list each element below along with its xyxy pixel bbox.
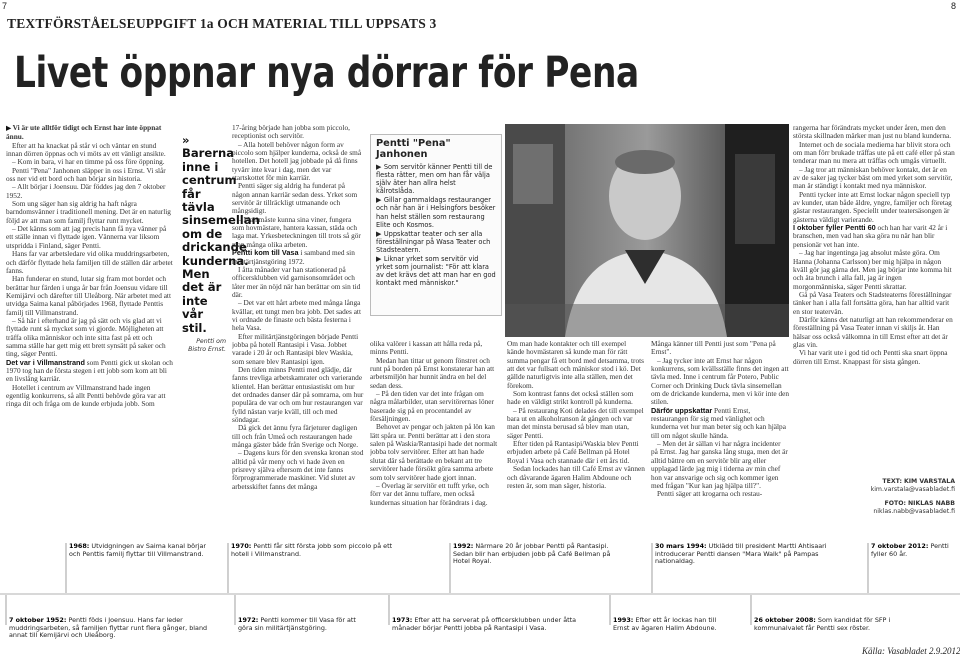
timeline-text: Efter att ha serverat på officersklubben under åtta månader börjar Pentti jobba på Rantasipi i Vasa. [392,616,577,632]
page-number-left: 7 [2,1,8,11]
quote-mark-icon: » [182,133,190,147]
photo-credit-label: FOTO: [884,500,906,507]
kicker: TEXTFÖRSTÅELSEUPPGIFT 1a OCH MATERIAL TILL UPPSATS 3 [7,16,437,31]
paragraph [793,316,955,349]
paragraph-text: Efter militärtjänstgöringen började Pentti jobba på hotell Rantasipi i Vasa. Jobbet varade i 20 år och Rantasipi blev Waskia, som senare blev Rantasipi igen. [232,331,359,366]
paragraph [651,357,789,407]
portrait-photo [505,124,789,337]
paragraph-text: Gå på Vasa Teaters och Stadsteaterns föreställningar tänker han i alla fall fortsätta göra, han har alltid varit en stor teatervän. [793,289,952,316]
triangle-bullet-icon: ▶ [376,255,384,264]
paragraph [232,366,364,424]
paragraph [232,124,364,141]
timeline-date: 1993: [613,616,634,624]
paragraph [651,490,789,498]
paragraph-text: Som ung säger han sig aldrig ha haft några barndomsvänner i traditionell mening. Det är en naturlig följd av att man som familj flyttar runt mycket. [6,199,171,225]
article-column-5 [507,340,645,537]
timeline-text: Pentti får sitt första jobb som piccolo på ett hotell i Villmanstrand. [231,542,393,558]
fact-item [371,255,501,287]
paragraph-text: – Jag tror att människan behöver kontakt, det är en av de saker jag tycker bäst om med yrket som servitör, man är ständigt i kontakt med nya människor. [793,164,953,191]
paragraph [232,424,364,449]
paragraph [6,275,174,317]
paragraph-text: – På den tiden var det inte frågan om några målarbilder, utan servitörernas löner baserade sig på en procentandel av försäljningen. [370,389,494,424]
paragraph [6,359,174,384]
paragraph-text: – På restaurang Koti delades det till exempel bara ut en alkoholranson åt gången och var man det minsta berusad så blev man utan, säger Pentti. [507,405,644,440]
paragraph-text: Hans far var arbetsledare vid olika muddringsarbeten, och därför flyttade hela familjen till de ställen där arbetet fanns. [6,249,173,275]
paragraph-text: Vi har varit ute i god tid och Pentti ska snart öppna dörren till Ernst. Knappast för sista gången. [793,348,948,366]
paragraph-text: Pentti tycker inte att Ernst lockar någon speciell typ av kunder, utan både äldre, yngre, familjer och företag gästar restaurangen. Speciellt under teatersäsongen är gästerna väldigt varierande. [793,189,952,224]
timeline-text: Pentti kommer till Vasa för att göra sin militärtjänstgöring. [238,616,356,632]
paragraph [232,216,364,249]
paragraph [370,340,500,357]
paragraph-text: Pentti "Pena" Janhonen släpper in oss i Ernst. Vi slår oss ner vid ett bord och han börjar sin historia. [6,165,166,184]
fact-box [370,134,502,316]
paragraph-text: – Det känns som att jag precis hann få nya vänner på ett ställe innan vi flyttade igen. Vännerna var liksom utspridda i Finland, säger Pentti. [6,224,167,250]
portrait-illustration [505,124,789,337]
article-column-6 [651,340,789,537]
paragraph [793,191,955,224]
page-number-right: 8 [951,1,957,11]
paragraph-text: – Man måste kunna sina viner, fungera som hovmästare, hantera kassan, städa och laga mat. Yrkesbeteckningen till trots så gör man många olika arbeten. [232,214,361,249]
subhead-lead: Pentti kom till Vasa [232,248,299,258]
paragraph-text: – Allt börjar i Joensuu. Där föddes jag den 7 oktober 1952. [6,182,166,200]
paragraph-text: Hotellet i centrum av Villmanstrand hade ingen egentlig konkurrens, så allt Pentti behövde göra var att ringa dit och fråga om de kunde erbjuda jobb. Som [6,382,166,409]
fact-item-text: Som servitör känner Pentti till de flesta rätter, men om han får välja själv äter han allra helst kålrotslåda. [376,163,493,196]
fact-item [371,196,501,228]
text-credit-label: TEXT: [882,478,902,485]
timeline [0,541,960,640]
paragraph [6,183,174,200]
timeline-entry [871,543,960,558]
headline: Livet öppnar nya dörrar för Pena [14,48,639,98]
photo-credit-name: NIKLAS NABB [907,500,955,507]
fact-item [371,230,501,254]
timeline-entry [238,617,368,632]
paragraph-text: 17-åring började han jobba som piccolo, receptionist och servitör. [232,124,350,141]
paragraph-text: – Jag tycker inte att Ernst har någon konkurrens, som kvällsställe finns det ingen att tävla med. Inne i centrum får Potero, Public Corner och Drinking Duck tävla sinsemellan om de drickande kunderna, men vi kör inte den stilen. [651,355,789,407]
timeline-date: 1972: [238,616,259,624]
paragraph-text: Den tiden minns Pentti med glädje, där fanns trevliga arbetskamrater och varierande klientel. Han berättar entusiastiskt om hur det ordnades danser där på somrarna, om hur populära de var och om hur restaurangen var fylld nästan varje kväll, till och med söndagar. [232,364,364,425]
timeline-entry [613,617,733,632]
article-column-4 [370,340,500,537]
timeline-date: 7 oktober 2012: [871,542,929,550]
paragraph-text: – Så här i efterhand är jag på sätt och vis glad att vi flyttade runt så mycket som vi gjorde. Möjligheten att träffa olika människor och inte sitta fast på ett och samma ställe har gett mig ett brett synsätt på saker och ting, säger Pentti. [6,315,166,359]
fact-item [371,163,501,195]
timeline-date: 7 oktober 1952: [9,616,67,624]
paragraph [6,384,174,409]
subhead-lead: Det var i Villmanstrand [6,357,85,367]
timeline-date: 1970: [231,542,252,550]
timeline-text: Utvidgningen av Saima kanal börjar och Penttis familj flyttar till Villmanstrand. [69,542,207,558]
paragraph-text: Internet och de sociala medierna har blivit stora och om man förr brukade träffas ute på ett café eller på stan tenderar man nu mera att träffas och umgås virtuellt. [793,139,955,166]
paragraph [6,317,174,359]
paragraph [793,249,955,291]
timeline-entry [655,543,855,566]
timeline-text: Utklädd till president Martti Ahtisaari introducerar Pentti dansen "Mara Walk" på Pampas nationaldag. [655,542,827,566]
paragraph [793,141,955,166]
fact-box-title: Pentti "Pena" Janhonen [376,138,451,160]
paragraph-text: Pentti säger sig aldrig ha funderat på någon annan karriär sedan dess. Yrket som servitör är tillräckligt utmanande och mångsidigt. [232,181,358,216]
paragraph [507,340,645,390]
paragraph [232,266,364,299]
article-column-3 [232,124,364,537]
timeline-text: Som kandidat för SFP i kommunalvalet får Pentti sex röster. [754,616,891,632]
paragraph [370,390,500,423]
paragraph [507,390,645,407]
paragraph [232,333,364,366]
paragraph-text: – Kom in bara, vi har en timme på oss före öppning. [12,157,165,167]
fact-item-text: Liknar yrket som servitör vid yrket som journalist: "För att klara av det krävs det att man har en god kontakt med människor." [376,255,496,288]
timeline-entry [392,617,582,632]
paragraph [507,465,645,490]
paragraph-text: Behovet av pengar och jakten på lön kan lätt spåra ur. Pentti berättar att i den stora salen på Waskia/Rantasipi hade det normalt jobba tolv servitörer. Efter att han hade slutat där så berättade en bekant att tre servitörer hade försökt göra samma arbete som tolv servitörer hade gjort innan. [370,422,498,482]
paragraph [6,250,174,275]
paragraph [793,124,955,141]
photo-credit-email: niklas.nabb@vasabladet.fi [873,508,955,515]
triangle-bullet-icon: ▶ [376,196,384,205]
paragraph-text: – Alla hotell behöver någon form av piccolo som hjälper kunderna, också de små hotellen. Det hotell jag jobbade på då finns tyvärr inte kvar i dag, men det var startskottet för min karriär. [232,139,362,183]
timeline-date: 30 mars 1994: [655,542,707,550]
timeline-entry [453,543,628,566]
paragraph [6,142,174,159]
timeline-date: 1992: [453,542,474,550]
text-credit-email: kim.varstala@vasabladet.fi [870,486,955,493]
paragraph [232,182,364,215]
paragraph-text: i samband med sin militärtjänstgöring 1972. [232,248,355,266]
triangle-bullet-icon: ▶ [376,229,384,238]
timeline-date: 1968: [69,542,90,550]
paragraph-text: Han funderar en stund, lutar sig fram mot bordet och berättar hur färden i unga år bar från Joensuu vidare till Kemijärvi och därefter till Uleåborg. När arbetet med att utvidga Saima kanal påbörjades 1968, flyttade Penttis familj till Villmanstrand. [6,274,171,317]
text-credit-name: KIM VARSTALA [903,478,955,485]
paragraph-text: I åtta månader var han stationerad på officersklubben vid garnisonsområdet och låter mer än nöjd när han berättar om sin tid där. [232,264,361,299]
pull-quote-source: Pentti om Bistro Ernst. [188,338,226,354]
subhead-lead: I oktober fyller Pentti 60 [793,223,876,233]
timeline-text: Pentti fyller 60 år. [871,542,949,558]
paragraph [232,299,364,332]
timeline-entry [9,617,214,640]
paragraph-text: Pentti Ernst, restaurangen för sig med vänlighet och kunderna vet hur man beter sig och kan hjälpa till om något skulle hända. [651,405,786,440]
pull-quote-body: Barerna inne i centrum får tävla sinsemellan om de drickande kunderna. Men det är inte vår stil. [182,146,260,335]
fact-item-text: Gillar gammaldags restauranger och när han är i Helsingfors besöker han helst ställen som restaurang Elite och Kosmos. [376,196,496,229]
paragraph-text: Om man hade kontakter och till exempel kände hovmästaren så kunde man för rätt summa pengar få ett bord med detsamma, trots att det var fullsatt och mäniskor stod i kö. Det gällde naturligtvis inte alla ställen, men det förekom. [507,340,644,390]
paragraph [370,357,500,390]
paragraph [651,440,789,490]
paragraph-text: Många känner till Pentti just som "Pena på Ernst". [651,340,776,357]
photo-credit [800,500,955,508]
paragraph-text: Efter tiden på Rantasipi/Waskia blev Pentti erbjuden arbete på Café Bellman på Hotel Royal i Vasa och stannade där i ett års tid. [507,439,639,465]
paragraph-text: – Dagens kurs för den svenska kronan stod alltid på vår meny och vi hade även en prisrevy själva eftersom det inte fanns förprogrammerade maskiner. Vid slutet av arbetsskiftet fanns det många [232,448,364,491]
paragraph-text: Efter att ha knackat på står vi och väntar en stund innan dörren öppnas och vi möts av ett vänligt ansikte. [6,140,166,159]
paragraph [793,291,955,316]
paragraph [651,407,789,440]
article-column-1 [6,124,174,537]
paragraph [6,225,174,250]
paragraph-text: Pentti säger att krogarna och restau- [657,489,763,499]
paragraph-text: Som kontrast fanns det också ställen som hade en väldigt strikt kontroll på kunderna. [507,389,634,407]
paragraph [507,407,645,440]
pull-quote-text [182,133,260,335]
paragraph-text: – Överlag är servitör ett tufft yrke, och förr var det ännu tuffare, men också kundernas situation har förändrats i dag. [370,480,489,507]
paragraph [6,167,174,184]
paragraph [507,440,645,465]
paragraph [370,423,500,481]
paragraph [793,166,955,191]
subhead-lead: Därför uppskattar [651,405,713,415]
timeline-text: Pentti föds i Joensuu. Hans far leder muddringsarbeten, så familjen flyttar runt flera gånger, bland annat till Kemijärvi och Uleåborg. [9,616,208,640]
timeline-date: 26 oktober 2008: [754,616,816,624]
source-footer: Källa: Vasabladet 2.9.2012 [862,646,960,656]
paragraph-text: – Jag har ingentinga jag absolut måste göra. Om Hanna (Johanna Carlsson) ber mig hjälpa in någon kväll gör jag gärna det. Men jag börjar inte komma hit och äta brunch i alla fall, jag är ingen morgonmänniska, säger Pentti skrattar. [793,248,952,291]
timeline-text: Närmare 20 år jobbar Pentti på Rantasipi. Sedan blir han erbjuden jobb på Café Bellman på Hotel Royal. [453,542,611,566]
paragraph [651,340,789,357]
paragraph-text: Medan han tittar ut genom fönstret och runt på borden på Ernst konstaterar han att arbetsmiljön har hunnit ändra en hel del sedan dess. [370,355,495,390]
paragraph-text: – Det var ett hårt arbete med många långa kvällar, ett tungt men bra jobb. Det sades att vi ordnade de finaste och bästa festerna i hela Vasa. [232,298,361,333]
timeline-entry [231,543,401,558]
timeline-axis [0,593,960,595]
article-column-7 [793,124,955,466]
paragraph [232,141,364,183]
timeline-text: Efter ett år lockas han till Ernst av ägaren Halim Abdoune. [613,616,717,632]
fact-item-text: Uppskattar teater och ser alla föreställningar på Wasa Teater och Stadsteatern. [376,229,491,254]
paragraph [793,224,955,249]
pull-quote [182,133,260,354]
paragraph [6,124,174,142]
timeline-date: 1973: [392,616,413,624]
paragraph [370,482,500,507]
paragraph-text: och han har varit 42 år i branschen, men vad han ska göra nu när han blir pensionär vet han inte. [793,223,948,249]
paragraph [793,349,955,366]
text-credit [800,478,955,486]
paragraph [232,449,364,491]
timeline-entry [69,543,219,558]
paragraph-text: Vi är ute alltför tidigt och Ernst har inte öppnat ännu. [6,124,162,142]
paragraph-text: olika valörer i kassan att hålla reda på, minns Pentti. [370,340,483,357]
paragraph-text: Därför känns det naturligt att han rekommenderar en föreställning på Vasa Teater innan vi skiljs åt. Han hälsar oss också välkomna in till Ernst efter att det är glas vin. [793,314,953,349]
paragraph-text: – Men det är sällan vi har några incidenter på Ernst. Jag har ganska lång stuga, men det är alltid bättre om en servitör blir arg eller upplagad lärde jag mig i tiderna av min chef hon var ansvarige och sig och kommer igen med frågan "Kur kan jag hjälpa till?". [651,439,788,490]
paragraph [6,200,174,225]
paragraph-text: rangerna har förändrats mycket under åren, men den största skillnaden märker man just nu bland kunderna. [793,124,952,141]
paragraph-text: Sedan lockades han till Café Ernst av vännen och dåvarande ägaren Halim Abdoune och resten är, som man säger, historia. [507,464,645,490]
paragraph-text: Då gick det ännu fyra färjeturer dagligen till och från Umeå och restaurangen hade många gäster både från Sverige och Norge. [232,423,359,450]
paragraph-text: som Pentti gick ut skolan och 1970 tog han de första stegen i ett jobb som kom att bli en livslång karriär. [6,357,173,384]
triangle-bullet-icon: ▶ [6,125,13,132]
byline-credits [800,478,955,516]
paragraph [232,249,364,266]
timeline-entry [754,617,904,632]
triangle-bullet-icon: ▶ [376,163,384,171]
